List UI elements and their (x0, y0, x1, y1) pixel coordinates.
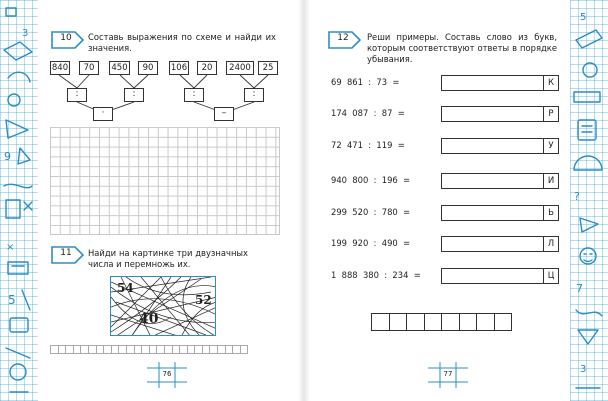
page-number-text: 77 (443, 370, 453, 378)
task-12-text: Реши примеры. Составь слово из букв, которым соответствуют ответы в порядке убывания. (367, 32, 557, 64)
example-expression: 69 861 : 73 = (331, 77, 400, 87)
task-11-text: Найди на картинке три двузначных числа и перемножь их. (88, 248, 248, 269)
svg-text:9: 9 (4, 150, 11, 163)
example-expression: 72 471 : 119 = (331, 140, 405, 150)
number-box: 840 (51, 63, 69, 73)
number-box: 20 (197, 61, 217, 75)
task-11-badge (51, 246, 85, 264)
svg-text:7: 7 (576, 282, 583, 295)
letter-box: Ц (543, 268, 559, 284)
operation-box: – (214, 107, 234, 121)
answer-box[interactable] (441, 75, 557, 91)
task-11-number: 11 (60, 248, 72, 258)
calculation-grid[interactable] (50, 127, 280, 235)
operation-box: : (184, 88, 204, 102)
example-expression: 1 888 380 : 234 = (331, 270, 421, 280)
example-row (331, 106, 559, 122)
answer-cells[interactable] (50, 345, 247, 354)
answer-box[interactable] (441, 205, 557, 221)
operation-box: · (93, 107, 113, 121)
right-decorative-border (570, 0, 608, 401)
operation-box: : (244, 88, 264, 102)
svg-text:×: × (6, 242, 15, 253)
answer-box[interactable] (441, 106, 557, 122)
example-expression: 940 800 : 196 = (331, 175, 411, 185)
answer-box[interactable] (441, 236, 557, 252)
example-expression: 299 520 : 780 = (331, 207, 411, 217)
number-box: 90 (138, 61, 158, 75)
example-row (331, 173, 559, 189)
hidden-number: 54 (117, 281, 134, 295)
letter-box: Л (543, 236, 559, 252)
letter-box: И (543, 173, 559, 189)
page-number-text: 76 (162, 370, 172, 378)
task-10-number: 10 (60, 33, 72, 43)
task-12-badge (328, 31, 362, 49)
example-expression: 174 087 : 87 = (331, 108, 405, 118)
hidden-number: 52 (195, 293, 212, 307)
answer-box[interactable] (441, 173, 557, 189)
answer-box[interactable] (441, 138, 557, 154)
svg-text:?: ? (574, 190, 580, 203)
page-number-left (147, 362, 187, 388)
number-box: 2400 (226, 61, 254, 75)
letter-box: Ь (543, 205, 559, 221)
letter-box: У (543, 138, 559, 154)
svg-text:5: 5 (8, 293, 16, 307)
example-row (331, 268, 559, 284)
svg-text:5: 5 (580, 12, 587, 23)
number-box: 106 (170, 63, 188, 73)
hidden-number: 40 (139, 311, 159, 327)
letter-box: Р (543, 106, 559, 122)
svg-text:3: 3 (580, 364, 587, 375)
number-box: 450 (109, 61, 130, 75)
operation-box: : (67, 88, 87, 102)
answer-box[interactable] (441, 268, 557, 284)
number-box: 25 (258, 61, 278, 75)
svg-text:3: 3 (22, 28, 29, 39)
task-12-number: 12 (337, 33, 349, 43)
example-expression: 199 920 : 490 = (331, 238, 411, 248)
task-10-text: Составь выражения по схеме и найди их значения. (88, 32, 276, 53)
example-row (331, 75, 559, 91)
page-number-right (428, 362, 468, 388)
example-row (331, 236, 559, 252)
number-box: 70 (79, 61, 99, 75)
doodles-right (570, 0, 608, 401)
word-answer-cells[interactable] (371, 313, 511, 331)
scribble-picture (110, 276, 216, 336)
letter-box: К (543, 75, 559, 91)
example-row (331, 138, 559, 154)
example-row (331, 205, 559, 221)
operation-box: : (124, 88, 144, 102)
